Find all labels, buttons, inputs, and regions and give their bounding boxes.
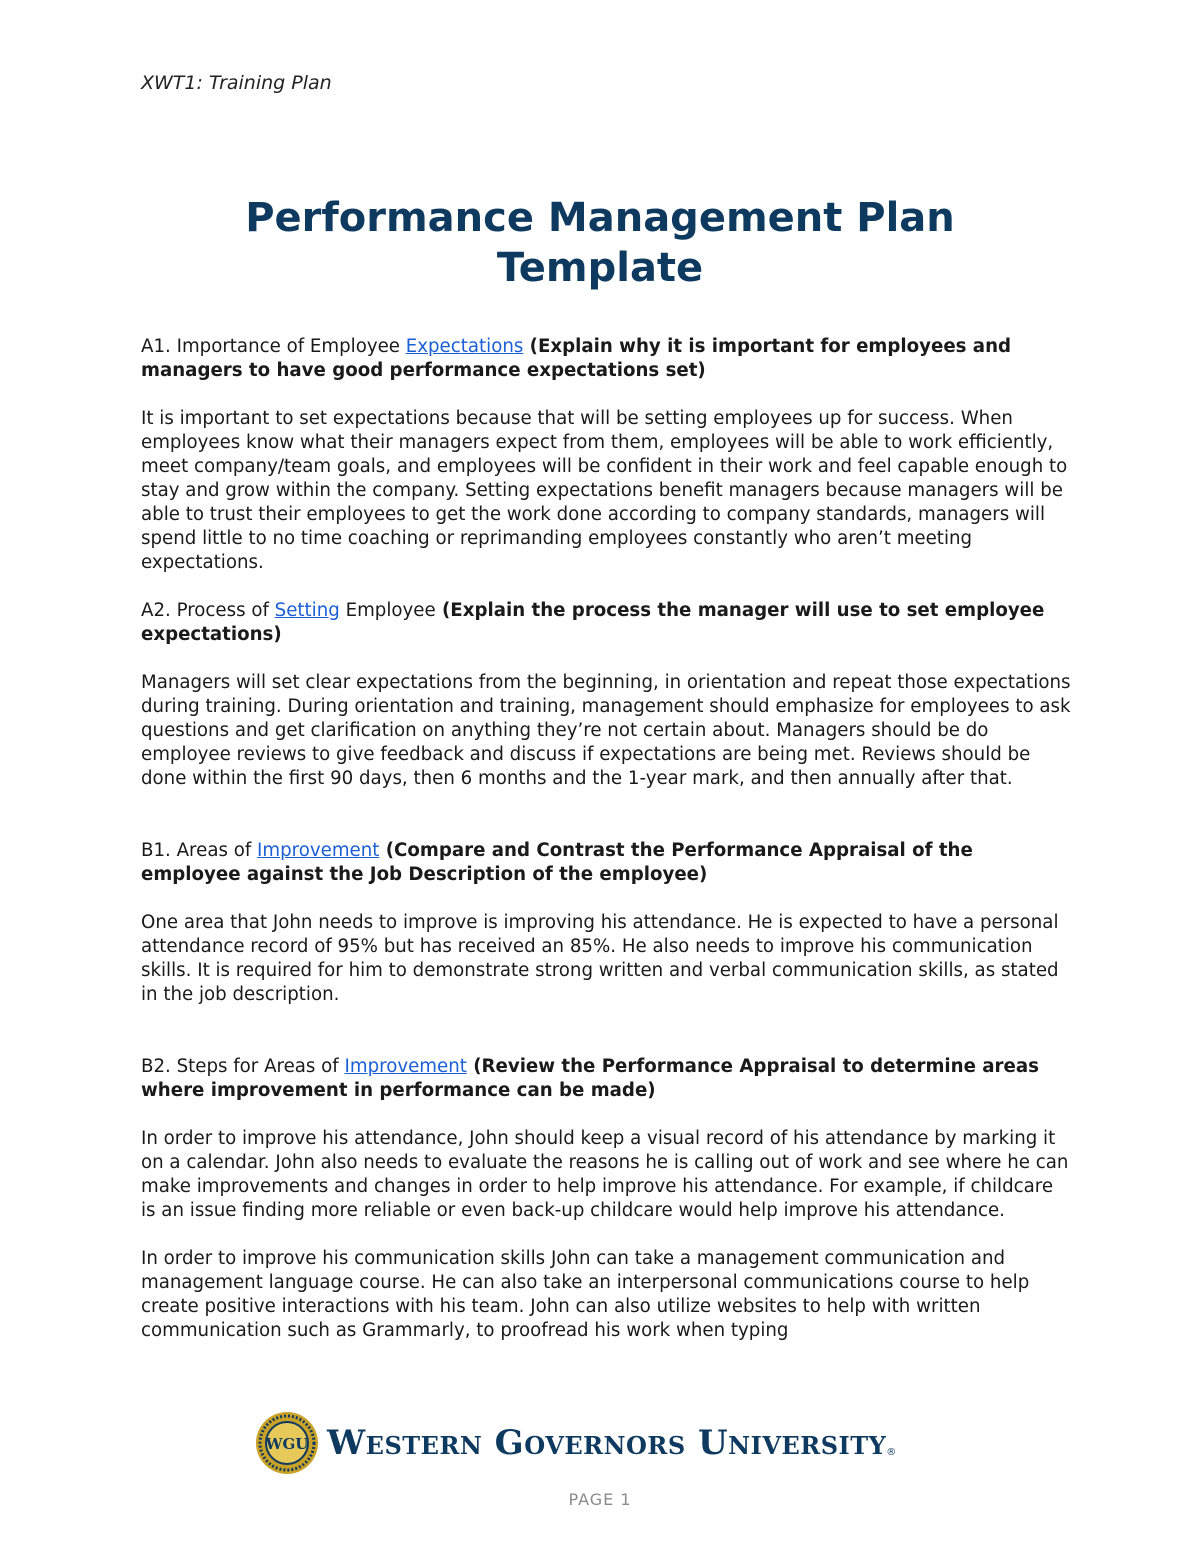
title-line-1: Performance Management Plan (245, 195, 955, 241)
heading-instruction: (Compare and Contrast the Performance Appraisal of the employee against the Job Description of the employee) (141, 840, 973, 885)
heading-prefix: A1. Importance of Employee (141, 336, 406, 357)
heading-mid: Employee (339, 600, 436, 621)
section-a1-paragraph: It is important to set expectations because that will be setting employees up for success. When employees know what their managers expect from them, employees will be able to work efficiently, meet company/team goals, and employees will be confident in their work and feel capable enough to stay and grow within the company. Setting expectations benefit managers because managers will be able to trust their employees to get the work done according to company standards, managers will spend little to no time coaching or reprimanding employees constantly who aren’t meeting expectations. (141, 408, 1068, 573)
improvement-link[interactable]: Improvement (257, 840, 380, 861)
heading-prefix: B1. Areas of (141, 840, 258, 861)
heading-prefix: B2. Steps for Areas of (141, 1056, 345, 1077)
section-b2-paragraph-1: In order to improve his attendance, John should keep a visual record of his attendance by marking it on a calendar. John also needs to evaluate the reasons he is calling out of work and see where he can make improvements and changes in order to help improve his attendance. For example, if childcare is an issue finding more reliable or even back-up childcare would help improve his attendance. (141, 1128, 1069, 1221)
heading-instruction: (Review the Performance Appraisal to determine areas where improvement in performance can be made) (141, 1056, 1039, 1101)
section-heading-a1 (141, 335, 1071, 383)
heading-instruction: (Explain why it is important for employees and managers to have good performance expectations set) (141, 336, 1012, 381)
page-number: PAGE 1 (568, 1490, 632, 1509)
heading-prefix: A2. Process of (141, 600, 275, 621)
wgu-wordmark: Western Governors University (327, 1423, 887, 1463)
improvement-link[interactable]: Improvement (344, 1056, 467, 1077)
section-heading-b2 (141, 1055, 1071, 1103)
section-heading-b1 (141, 839, 1071, 887)
section-b1-paragraph: One area that John needs to improve is improving his attendance. He is expected to have a personal attendance record of 95% but has received an 85%. He also needs to improve his communication skills. It is required for him to demonstrate strong written and verbal communication skills, as stated in the job description. (141, 912, 1059, 1005)
wgu-seal-icon (255, 1411, 319, 1475)
heading-instruction: (Explain the process the manager will use to set employee expectations) (141, 600, 1045, 645)
wgu-logo (255, 1410, 915, 1476)
title-line-2: Template (496, 245, 704, 291)
expectations-link[interactable]: Expectations (405, 336, 524, 357)
section-a2-paragraph: Managers will set clear expectations from the beginning, in orientation and repeat those expectations during training. During orientation and training, management should emphasize for employees to ask questions and get clarification on anything they’re not certain about. Managers should be do employee reviews to give feedback and discuss if expectations are being met. Reviews should be done within the first 90 days, then 6 months and the 1-year mark, and then annually after that. (141, 672, 1071, 789)
section-b2-paragraph-2: In order to improve his communication skills John can take a management communication and management language course. He can also take an interpersonal communications course to help create positive interactions with his team. John can also utilize websites to help with written communication such as Grammarly, to proofread his work when typing (141, 1248, 1030, 1341)
document-header: XWT1: Training Plan (141, 72, 332, 94)
section-heading-a2 (141, 599, 1071, 647)
seal-text: WGU (265, 1435, 309, 1453)
trademark-symbol: ® (886, 1447, 897, 1458)
document-title (100, 193, 1100, 293)
document-body (141, 335, 1071, 1343)
setting-link[interactable]: Setting (274, 600, 340, 621)
